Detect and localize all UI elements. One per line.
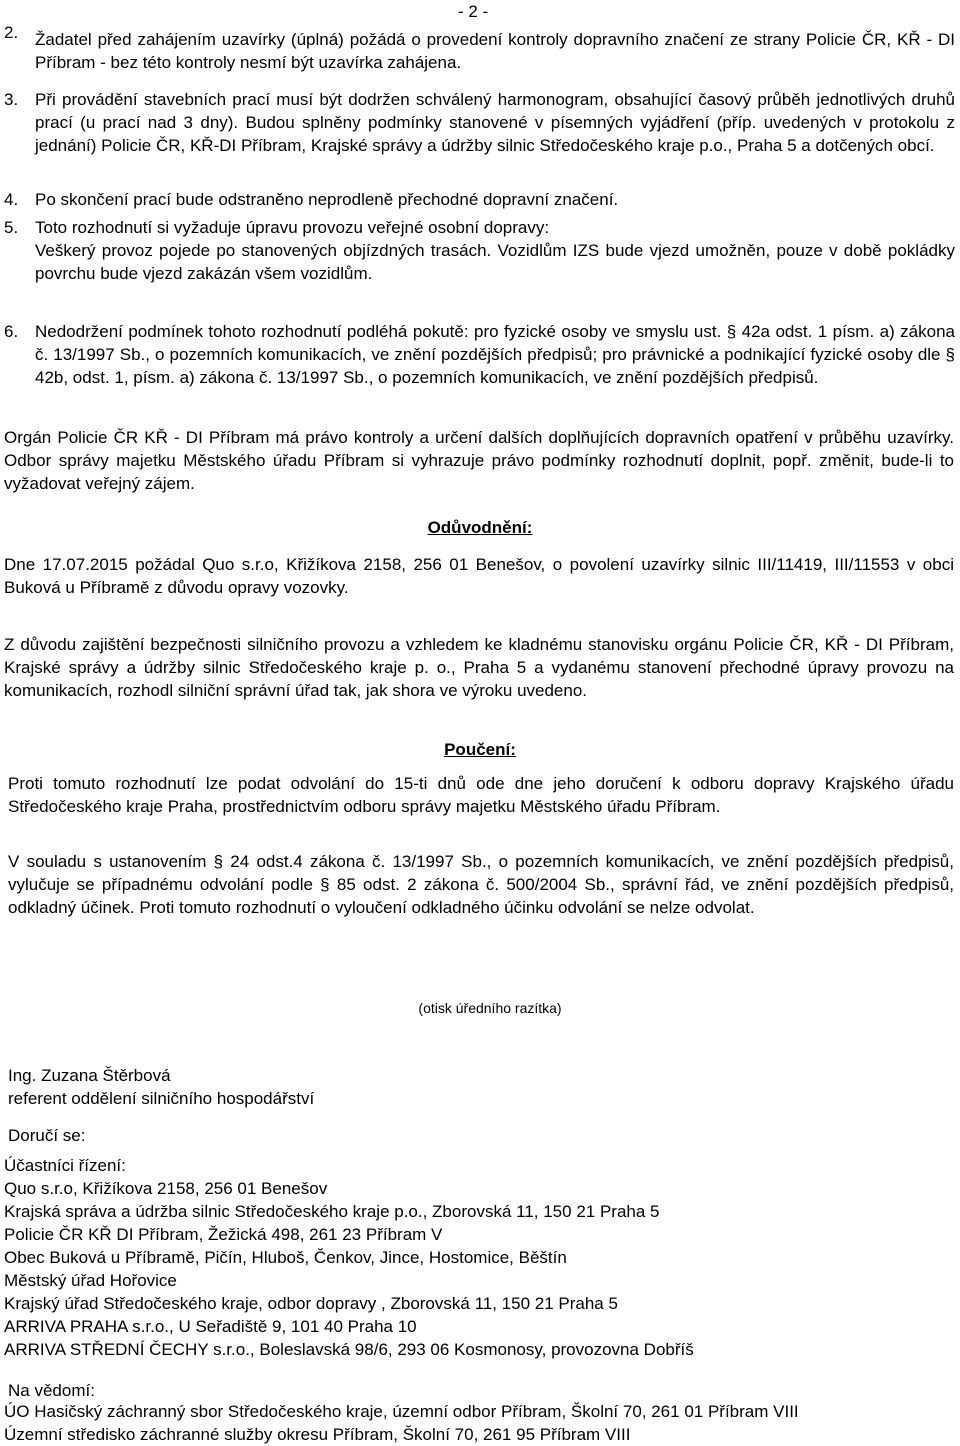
participant-line: Krajský úřad Středočeského kraje, odbor dopravy , Zborovská 11, 150 21 Praha 5 bbox=[4, 1294, 618, 1313]
notice-line: Územní středisko záchranné služby okresu Příbram, Školní 70, 261 95 Příbram VIII bbox=[4, 1425, 631, 1444]
item-subtext: Veškerý provoz pojede po stanovených objízdných trasách. Vozidlům IZS bude vjezd umožněn, pouze v době pokládky povrchu bude vjezd zakázán všem vozidlům. bbox=[35, 241, 955, 283]
paragraph-reason-2: Z důvodu zajištění bezpečnosti silničního provozu a vzhledem ke kladnému stanovisku orgánu Policie ČR, KŘ - DI Příbram, Krajské správy a údržby silnic Středočeského kraje p. o., Praha 5 a vydanému stanovení přechodné úpravy provozu na komunikacích, rozhodl silniční správní úřad tak, jak shora ve výroku uvedeno. bbox=[4, 635, 954, 700]
item-number: 3. bbox=[4, 90, 19, 109]
item-text: Po skončení prací bude odstraněno neprodleně přechodné dopravní značení. bbox=[35, 190, 619, 209]
paragraph-organ: Orgán Policie ČR KŘ - DI Příbram má právo kontroly a určení dalších doplňujících dopravních opatření v průběhu uzavírky. Odbor správy majetku Městského úřadu Příbram si vyhrazuje právo podmínky rozhodnutí doplnit, popř. změnit, bude-li to vyžadovat veřejný zájem. bbox=[4, 428, 954, 493]
signatory-name: Ing. Zuzana Štěrbová bbox=[8, 1066, 171, 1085]
item-text: Žadatel před zahájením uzavírky (úplná) požádá o provedení kontroly dopravního značení ze strany Policie ČR, KŘ - DI Příbram - bez této kontroly nesmí být uzavírka zahájena. bbox=[35, 30, 955, 72]
item-number: 2. bbox=[4, 23, 19, 42]
notice-line: ÚO Hasičský záchranný sbor Středočeského kraje, územní odbor Příbram, Školní 70, 261 01 Příbram VIII bbox=[4, 1402, 799, 1421]
participant-line: Quo s.r.o, Křižíkova 2158, 256 01 Benešov bbox=[4, 1179, 328, 1198]
participant-line: Městský úřad Hořovice bbox=[4, 1271, 177, 1290]
notice-label: Na vědomí: bbox=[8, 1381, 95, 1400]
signatory-title: referent oddělení silničního hospodářství bbox=[8, 1089, 315, 1108]
deliver-label: Doručí se: bbox=[8, 1126, 86, 1145]
item-number: 6. bbox=[4, 322, 19, 341]
item-text: Nedodržení podmínek tohoto rozhodnutí podléhá pokutě: pro fyzické osoby ve smyslu ust. § 42a odst. 1 písm. a) zákona č. 13/1997 Sb., o pozemních komunikacích, ve znění pozdějších předpisů; pro právnické a podnikající fyzické osoby dle § 42b, odst. 1, písm. a) zákona č. 13/1997 Sb., o pozemních komunikacích, ve znění pozdějších předpisů. bbox=[35, 322, 955, 387]
heading-instruction: Poučení: bbox=[444, 740, 516, 759]
item-number: 5. bbox=[4, 218, 19, 237]
item-text: Toto rozhodnutí si vyžaduje úpravu provozu veřejné osobní dopravy: bbox=[35, 218, 550, 237]
paragraph-instruction-2: V souladu s ustanovením § 24 odst.4 zákona č. 13/1997 Sb., o pozemních komunikacích, ve znění pozdějších předpisů, vylučuje se případnému odvolání podle § 85 odst. 2 zákona č. 500/2004 Sb., správní řád, ve znění pozdějších předpisů, odkladný účinek. Proti tomuto rozhodnutí o vyloučení odkladného účinku odvolání se nelze odvolat. bbox=[8, 852, 954, 917]
participant-line: Policie ČR KŘ DI Příbram, Žežická 498, 261 23 Příbram V bbox=[4, 1225, 443, 1244]
heading-reason: Odůvodnění: bbox=[427, 518, 533, 537]
participant-line: ARRIVA STŘEDNÍ ČECHY s.r.o., Boleslavská 98/6, 293 06 Kosmonosy, provozovna Dobříš bbox=[4, 1340, 694, 1359]
item-text: Při provádění stavebních prací musí být dodržen schválený harmonogram, obsahující časový průběh jednotlivých druhů prací (u prací nad 3 dny). Budou splněny podmínky stanovené v písemných vyjádření (příp. uvedených v protokolu z jednání) Policie ČR, KŘ-DI Příbram, Krajské správy a údržby silnic Středočeského kraje p.o., Praha 5 a dotčených obcí. bbox=[35, 90, 955, 155]
participant-line: Krajská správa a údržba silnic Středočeského kraje p.o., Zborovská 11, 150 21 Praha 5 bbox=[4, 1202, 660, 1221]
item-number: 4. bbox=[4, 190, 19, 209]
page-number: - 2 - bbox=[458, 2, 489, 21]
participant-line: Obec Buková u Příbramě, Pičín, Hluboš, Čenkov, Jince, Hostomice, Běštín bbox=[4, 1248, 567, 1267]
participants-label: Účastníci řízení: bbox=[4, 1156, 126, 1175]
paragraph-reason-1: Dne 17.07.2015 požádal Quo s.r.o, Křižíkova 2158, 256 01 Benešov, o povolení uzavírky silnic III/11419, III/11553 v obci Buková u Příbramě z důvodu opravy vozovky. bbox=[4, 555, 954, 597]
participant-line: ARRIVA PRAHA s.r.o., U Seřadiště 9, 101 40 Praha 10 bbox=[4, 1317, 417, 1336]
stamp-note: (otisk úředního razítka) bbox=[418, 1000, 562, 1016]
paragraph-instruction-1: Proti tomuto rozhodnutí lze podat odvolání do 15-ti dnů ode dne jeho doručení k odboru dopravy Krajského úřadu Středočeského kraje Praha, prostřednictvím odboru správy majetku Městského úřadu Příbram. bbox=[8, 774, 954, 816]
